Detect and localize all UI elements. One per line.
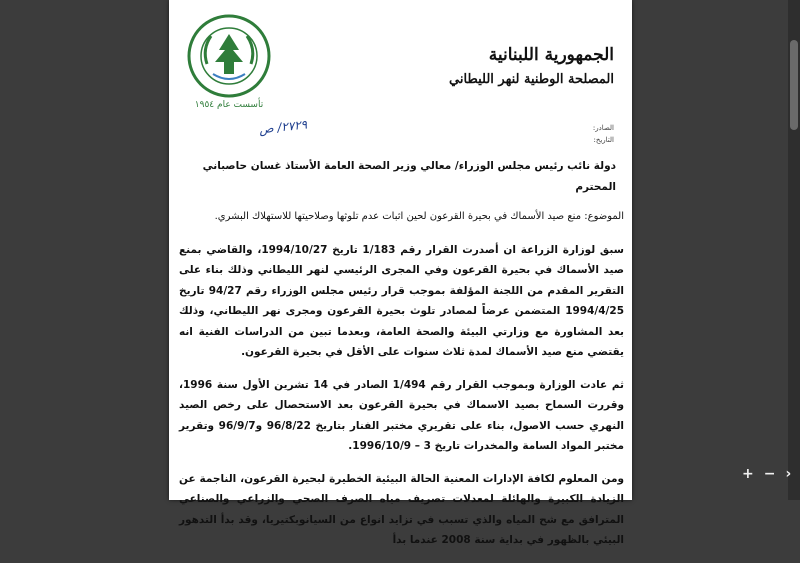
issued-number-label: الصادر: xyxy=(592,124,614,132)
zoom-out-button[interactable]: − xyxy=(763,466,776,482)
handwritten-reference-number: ٢٧٢٩/ ص xyxy=(258,117,308,137)
next-page-button[interactable]: › xyxy=(785,466,792,482)
date-label: التاريخ: xyxy=(593,136,614,144)
zoom-in-button[interactable]: + xyxy=(742,466,754,482)
viewer-toolbar xyxy=(742,462,790,486)
republic-title: الجمهورية اللبنانية xyxy=(488,45,614,65)
letter-body xyxy=(179,156,624,563)
scrollbar-thumb[interactable] xyxy=(790,40,798,130)
authority-logo xyxy=(187,14,271,114)
addressee-line: دولة نائب رئيس مجلس الوزراء/ معالي وزير الصحة العامة الأستاذ غسان حاصباني المحترم xyxy=(202,160,616,193)
paragraph-2: ثم عادت الوزارة وبموجب القرار رقم 1/494 الصادر في 14 تشرين الأول سنة 1996، وقررت السماح بصيد الاسماك في بحيرة القرعون بعد الاستحصال على رخص الصيد النهري حسب الاصول، بناء على تقريري مختبر الفنار بتاريخ 96/8/22 و96/9/7 وتقرير مختبر المواد السامة والمخدرات تاريخ 3 – 1996/10/9. xyxy=(179,378,624,452)
authority-name: المصلحة الوطنية لنهر الليطاني xyxy=(449,72,614,87)
vertical-scrollbar[interactable] xyxy=(788,0,800,500)
cedar-seal-icon xyxy=(187,14,271,98)
paragraph-3: ومن المعلوم لكافة الإدارات المعنية الحالة البيئية الخطيرة لبحيرة القرعون، الناجمة عن الزيادة الكبيرة والهائلة لمعدلات تصريف مياه الصرف الصحي والزراعي والصناعي المترافق مع شح المياه والذي تسبب في تزايد انواع من السيانوبكتيريا، وقد بدأ التدهور البيئي بالظهور في بداية سنة 2008 عندما بدأ xyxy=(179,472,624,546)
reference-block xyxy=(434,122,614,146)
subject-line: الموضوع: منع صيد الأسماك في بحيرة القرعون لحين اثبات عدم تلوثها وصلاحيتها للاستهلاك البشري. xyxy=(214,211,624,222)
logo-established-text: تأسست عام ١٩٥٤ xyxy=(194,100,264,110)
document-page xyxy=(169,0,632,546)
paragraph-1: سبق لوزارة الزراعة ان أصدرت القرار رقم 1/183 تاريخ 1994/10/27، والقاضي بمنع صيد الأسماك في بحيرة القرعون وفي المجرى الرئيسي لنهر الليطاني وذلك بناء على التقرير المقدم من اللجنة المؤلفة بموجب قرار رئيس مجلس الوزراء رقم 94/27 تاريخ 1994/4/25 المتضمن عرضاً لمصادر تلوث بحيرة القرعون ومجرى نهر الليطاني، وذلك بعد المشاورة مع وزارتي البيئة والصحة العامة، وبعدما تبين من الدراسات الفنية انه يقتضي منع صيد الأسماك لمدة ثلاث سنوات على الأقل في بحيرة القرعون. xyxy=(179,243,625,358)
letterhead xyxy=(414,44,614,90)
